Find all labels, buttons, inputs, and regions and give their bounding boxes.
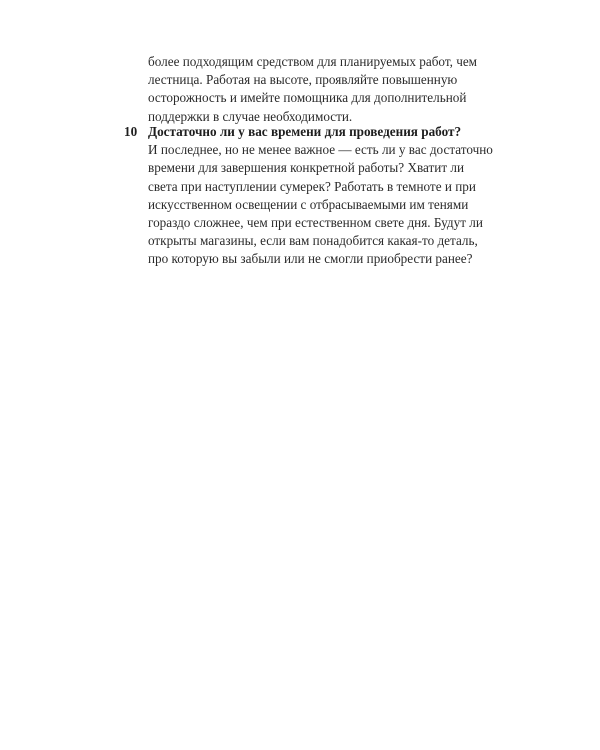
paragraph-line: про которую вы забыли или не смогли приобрести ранее? xyxy=(148,251,473,267)
paragraph-line: открыты магазины, если вам понадобится какая-то деталь, xyxy=(148,233,478,249)
paragraph-line: света при наступлении сумерек? Работать в темноте и при xyxy=(148,178,476,194)
item-number: 10 xyxy=(124,124,138,139)
paragraph-line: И последнее, но не менее важное — есть ли у вас достаточно xyxy=(148,142,493,158)
paragraph-line: искусственном освещении с отбрасываемыми им тенями xyxy=(148,196,469,212)
paragraph-line: более подходящим средством для планируемых работ, чем xyxy=(148,54,478,69)
paragraph-line: гораздо сложнее, чем при естественном свете дня. Будут ли xyxy=(148,215,483,231)
item-body xyxy=(148,123,494,269)
continuation-paragraph xyxy=(148,53,488,126)
paragraph-line: времени для завершения конкретной работы? Хватит ли xyxy=(148,160,465,176)
paragraph-line: осторожность и имейте помощника для дополнительной xyxy=(148,90,467,106)
item-heading: Достаточно ли у вас времени для проведения работ? xyxy=(148,124,462,139)
paragraph-line: поддержки в случае необходимости. xyxy=(148,108,353,124)
paragraph-line: лестница. Работая на высоте, проявляйте повышенную xyxy=(148,72,458,88)
